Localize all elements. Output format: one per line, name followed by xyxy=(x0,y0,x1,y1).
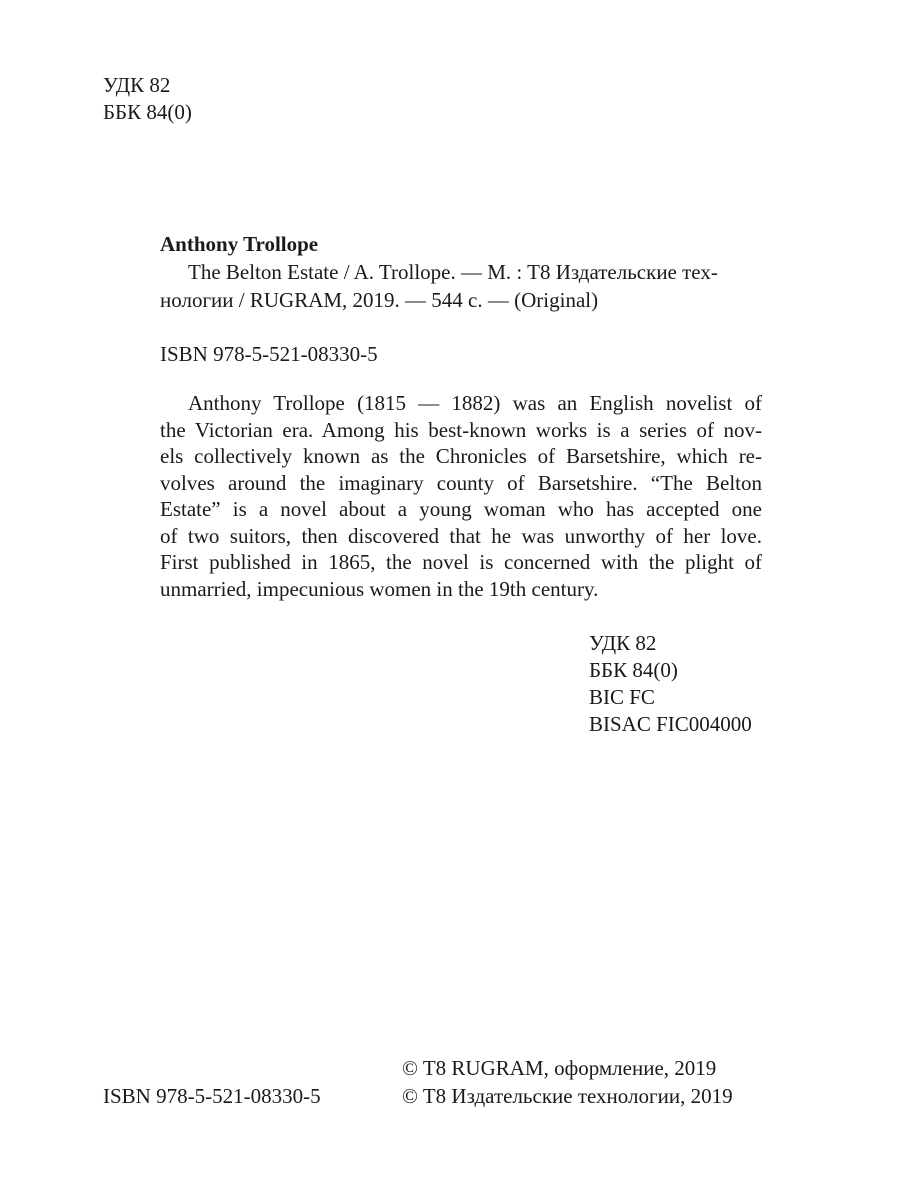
bic-code: BIC FC xyxy=(589,685,655,709)
udk-code: УДК 82 xyxy=(103,73,171,97)
annotation-line: the Victorian era. Among his best-known works is a series of nov- xyxy=(160,417,762,442)
udk-code: УДК 82 xyxy=(589,631,657,655)
isbn: ISBN 978-5-521-08330-5 xyxy=(160,342,378,366)
copyright-notices xyxy=(402,1054,733,1110)
annotation-line: volves around the imaginary county of Barsetshire. “The Belton xyxy=(160,470,762,495)
bbk-code: ББК 84(0) xyxy=(103,100,192,124)
top-classification-codes xyxy=(103,72,192,126)
classification-codes xyxy=(589,630,752,738)
bibliographic-record xyxy=(160,258,760,314)
bibliographic-line: нологии / RUGRAM, 2019. — 544 с. — (Original) xyxy=(160,288,599,312)
annotation-line: Anthony Trollope (1815 — 1882) was an English novelist of xyxy=(188,391,762,415)
annotation-line: First published in 1865, the novel is concerned with the plight of xyxy=(160,550,762,574)
author-heading: Anthony Trollope xyxy=(160,232,319,256)
copyright-publisher: © T8 Издательские технологии, 2019 xyxy=(402,1084,733,1108)
annotation-line: of two suitors, then discovered that he was unworthy of her love. xyxy=(160,523,762,548)
bbk-code: ББК 84(0) xyxy=(589,658,678,682)
annotation-line: els collectively known as the Chronicles of Barsetshire, which re- xyxy=(160,444,762,468)
bisac-code: BISAC FIC004000 xyxy=(589,712,752,736)
annotation-line: Estate” is a novel about a young woman who has accepted one xyxy=(160,497,762,521)
annotation-line: unmarried, impecunious women in the 19th century. xyxy=(160,576,599,601)
bibliographic-line: The Belton Estate / A. Trollope. — M. : T8 Издательские тех- xyxy=(188,260,718,284)
footer-isbn: ISBN 978-5-521-08330-5 xyxy=(103,1084,321,1108)
annotation-paragraph xyxy=(160,390,762,602)
copyright-design: © T8 RUGRAM, оформление, 2019 xyxy=(402,1056,717,1080)
